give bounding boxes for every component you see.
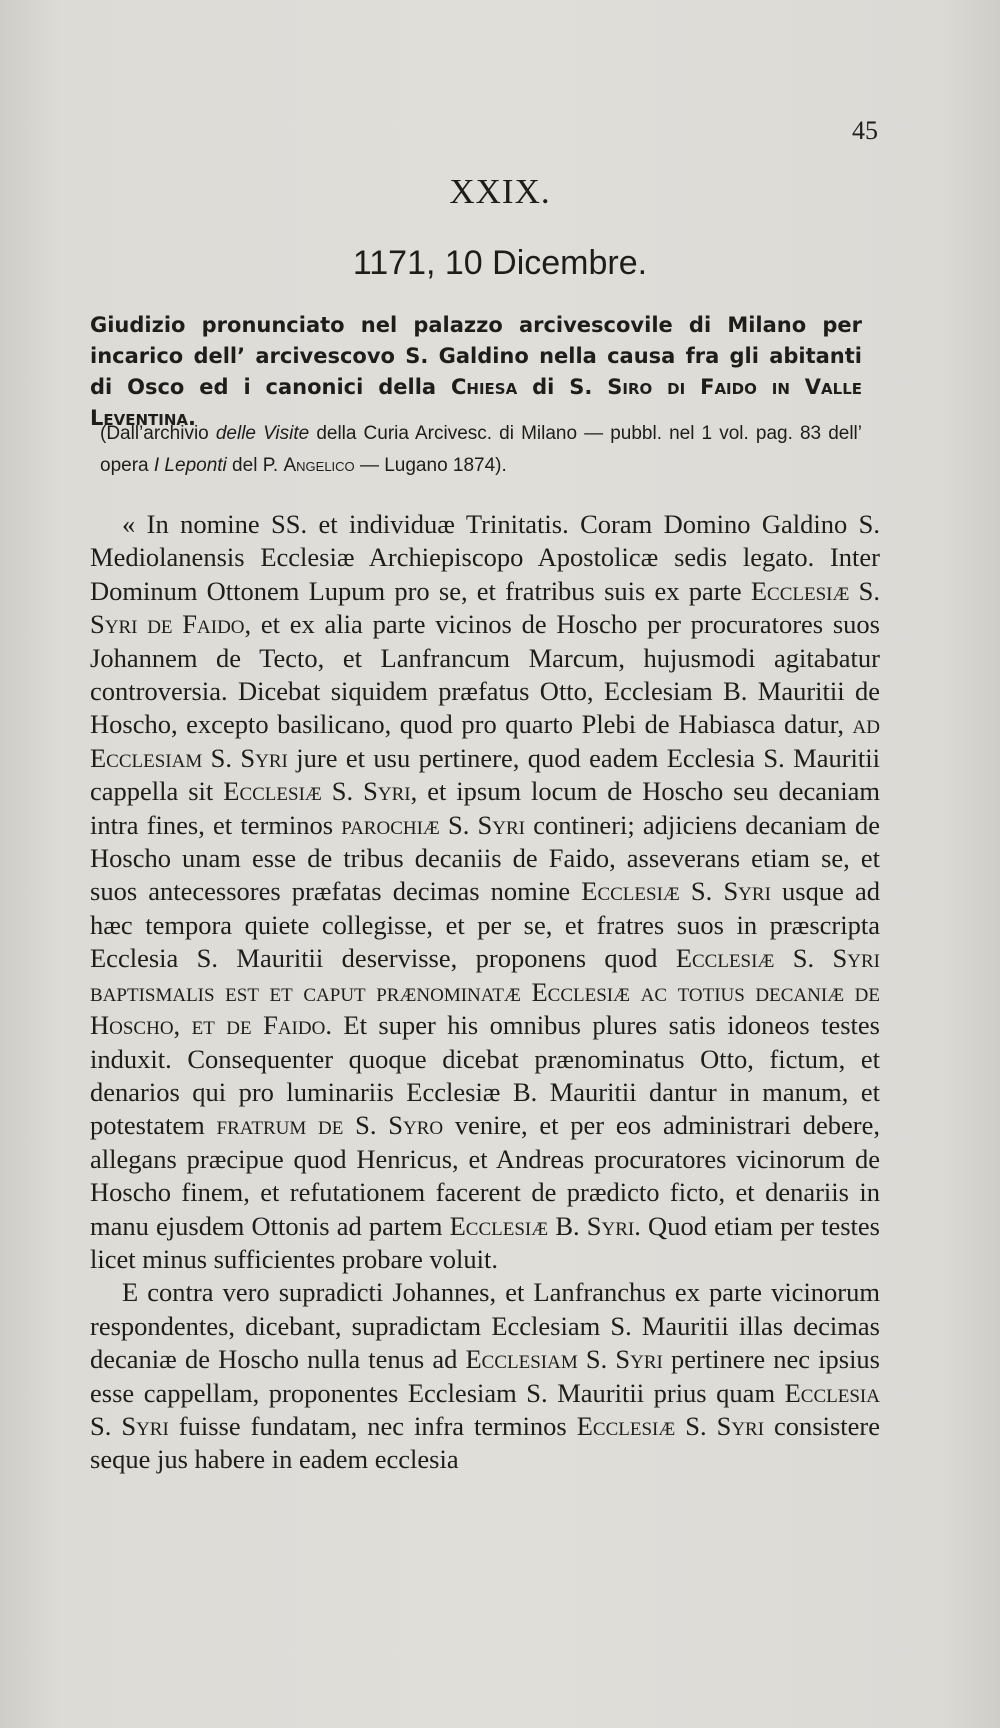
paragraph-1: « In nomine SS. et individuæ Trinitatis. Coram Domino Galdino S. Mediolanensis Ecclesiæ Archiepiscopo Apostolicæ sedis legato. Inter Dominum Ottonem Lupum pro se, et fratribus suis ex parte Ecclesiæ S. Syri de Faido, et ex alia parte vicinos de Hoscho per procuratores suos Johannem de Tecto, et Lanfrancum Marcum, hujusmodi agitabatur controversia. Dicebat siquidem præfatus Otto, Ecclesiam B. Mauritii de Hoscho, excepto basilicano, quod pro quarto Plebi de Habiasca datur, ad Ecclesiam S. Syri jure et usu pertinere, quod eadem Ecclesia S. Mauritii cappella sit Ecclesiæ S. Syri, et ipsum locum de Hoscho seu decaniam intra fines, et terminos parochiæ S. Syri contineri; adjiciens decaniam de Hoscho unam esse de tribus decaniis de Faido, asseverans etiam se, et suos antecessores præfatas decimas nomine Ecclesiæ S. Syri usque ad hæc tempora quiete collegisse, et per se, et fratres suos in præscripta Ecclesia S. Mauritii deservisse, proponens quod Ecclesiæ S. Syri baptismalis est et caput prænominatæ Ecclesiæ ac totius decaniæ de Hoscho, et de Faido. Et super his omnibus plures satis idoneos testes induxit. Consequenter quoque dicebat prænominatus Otto, fictum, et denarios qui pro luminariis Ecclesiæ B. Mauritii dantur in manum, et potestatem fratrum de S. Syro venire, et per eos administrari debere, allegans præcipue quod Henricus, et Andreas procuratores vicinorum de Hoscho finem, et refutationem facerent de prædicto ficto, et denariis in manu ejusdem Ottonis ad partem Ecclesiæ B. Syri. Quod etiam per testes licet minus sufficientes probare voluit.	[90, 509, 881, 1274]
source-note: (Dall’archivio delle Visite della Curia Arcivesc. di Milano — pubbl. nel 1 vol. pag. 83 dell’ opera I Leponti del P. Angelico — Lugano 1874).	[100, 423, 862, 476]
document-date: 1171, 10 Dicembre.	[352, 244, 648, 282]
document-summary: Giudizio pronunciato nel palazzo arcivescovile di Milano per incarico dell’ arcivescovo S. Galdino nella causa fra gli abitanti di Osco ed i canonici della Chiesa di S. Siro di Faido in Valle Leventina.	[90, 313, 862, 430]
document-number: XXIX.	[449, 172, 551, 211]
paragraph-2: E contra vero supradicti Johannes, et Lanfranchus ex parte vicinorum respondentes, dicebant, supradictam Ecclesiam S. Mauritii illas decimas decaniæ de Hoscho nulla tenus ad Ecclesiam S. Syri pertinere nec ipsius esse cappellam, proponentes Ecclesiam S. Mauritii prius quam Ecclesia S. Syri fuisse fundatam, nec infra terminos Ecclesiæ S. Syri consistere seque jus habere in eadem ecclesia	[90, 1277, 880, 1475]
page-number: 45	[852, 116, 878, 145]
document-body	[90, 508, 880, 1477]
